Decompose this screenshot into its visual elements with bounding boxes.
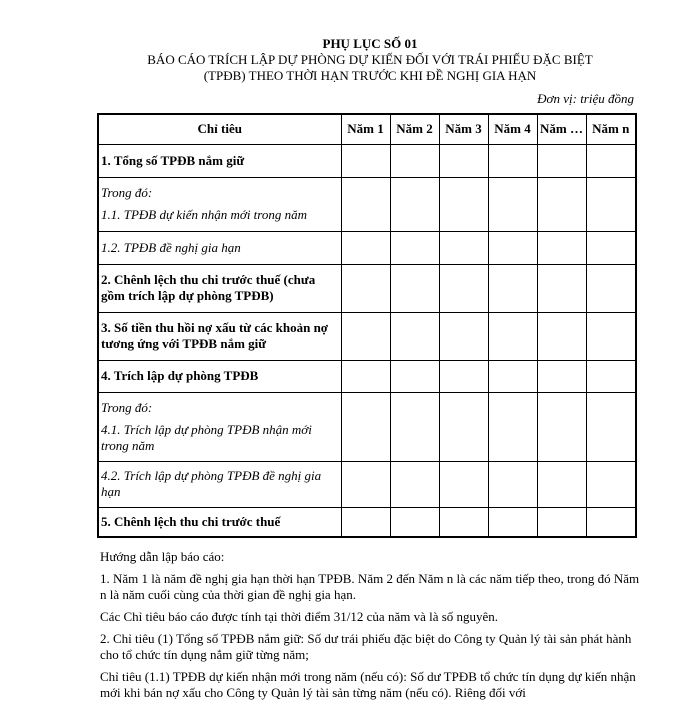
table-cell (341, 177, 390, 231)
col-header-year-n: Năm n (586, 114, 636, 144)
table-cell (439, 461, 488, 507)
row-label: 1. Tổng số TPĐB nắm giữ (98, 144, 341, 177)
table-cell (586, 461, 636, 507)
table-cell (390, 360, 439, 392)
table-cell (586, 392, 636, 461)
table-cell (488, 392, 537, 461)
table-cell (586, 231, 636, 264)
table-cell (341, 507, 390, 537)
table-cell (537, 177, 586, 231)
table-row (98, 177, 636, 231)
table-cell (341, 312, 390, 360)
row-label: 4.2. Trích lập dự phòng TPĐB đề nghị gia hạn (98, 461, 341, 507)
table-cell (341, 231, 390, 264)
table-cell (390, 507, 439, 537)
table-cell (390, 144, 439, 177)
table-cell (537, 392, 586, 461)
table-cell (586, 360, 636, 392)
table-cell (390, 177, 439, 231)
unit-label: Đơn vị: triệu đồng (537, 91, 634, 106)
table-row (98, 144, 636, 177)
table-cell (586, 177, 636, 231)
table-cell (586, 312, 636, 360)
table-cell (537, 360, 586, 392)
table-cell (439, 312, 488, 360)
col-header-year2: Năm 2 (390, 114, 439, 144)
table-cell (488, 360, 537, 392)
report-title-line2: (TPĐB) THEO THỜI HẠN TRƯỚC KHI ĐỀ NGHỊ GIA HẠN (203, 68, 537, 83)
table-cell (439, 231, 488, 264)
table-cell (586, 264, 636, 312)
row-label: 1.2. TPĐB đề nghị gia hạn (98, 231, 341, 264)
table-cell (439, 392, 488, 461)
col-header-year-etc: Năm … (537, 114, 586, 144)
table-cell (488, 461, 537, 507)
guide-paragraph: 1. Năm 1 là năm đề nghị gia hạn thời hạn TPĐB. Năm 2 đến Năm n là các năm tiếp theo, trong đó Năm n là năm cuối cùng của thời gian đề nghị gia hạn. (100, 571, 640, 602)
row-label: 2. Chênh lệch thu chi trước thuế (chưa gồm trích lập dự phòng TPĐB) (98, 264, 341, 312)
row-label-intro: Trong đó: (101, 185, 153, 200)
table-cell (439, 177, 488, 231)
table-cell (488, 144, 537, 177)
table-row (98, 461, 636, 507)
row-label: 4. Trích lập dự phòng TPĐB (98, 360, 341, 392)
table-row (98, 231, 636, 264)
table-cell (488, 312, 537, 360)
row-label (98, 392, 341, 461)
guide-paragraph: Chỉ tiêu (1.1) TPĐB dự kiến nhận mới trong năm (nếu có): Số dư TPĐB tổ chức tín dụng dự kiến nhận mới khi bán nợ xấu cho Công ty Quản lý tài sản từng năm (nếu có). Riêng đối với (100, 669, 636, 700)
table-row (98, 360, 636, 392)
table-cell (586, 144, 636, 177)
table-cell (537, 461, 586, 507)
table-cell (537, 231, 586, 264)
guide-paragraph: 2. Chỉ tiêu (1) Tổng số TPĐB nắm giữ: Số dư trái phiếu đặc biệt do Công ty Quản lý tài sản phát hành cho tổ chức tín dụng nắm giữ từng năm; (100, 631, 632, 662)
row-label: 5. Chênh lệch thu chi trước thuế (98, 507, 341, 537)
row-label: 3. Số tiền thu hồi nợ xấu từ các khoản nợ tương ứng với TPĐB nắm giữ (98, 312, 341, 360)
table-row (98, 312, 636, 360)
table-cell (537, 264, 586, 312)
table-row (98, 392, 636, 461)
table-cell (439, 264, 488, 312)
table-cell (390, 231, 439, 264)
report-guide (100, 549, 640, 707)
table-cell (341, 264, 390, 312)
col-header-year1: Năm 1 (341, 114, 390, 144)
table-cell (537, 312, 586, 360)
row-label-sub: 4.1. Trích lập dự phòng TPĐB nhận mới trong năm (101, 421, 312, 453)
report-table (97, 113, 637, 538)
row-label-intro: Trong đó: (101, 399, 153, 415)
table-cell (488, 177, 537, 231)
table-cell (390, 312, 439, 360)
table-cell (439, 144, 488, 177)
table-cell (390, 461, 439, 507)
table-header-row (98, 114, 636, 144)
col-header-year4: Năm 4 (488, 114, 537, 144)
table-cell (537, 144, 586, 177)
table-cell (439, 360, 488, 392)
guide-paragraph: Các Chỉ tiêu báo cáo được tính tại thời điểm 31/12 của năm và là số nguyên. (100, 609, 499, 624)
table-cell (537, 507, 586, 537)
row-label (98, 177, 341, 231)
row-label-sub: 1.1. TPĐB dự kiến nhận mới trong năm (101, 207, 308, 222)
col-header-criteria: Chỉ tiêu (98, 114, 341, 144)
table-row (98, 264, 636, 312)
table-cell (390, 264, 439, 312)
report-title-line1: BÁO CÁO TRÍCH LẬP DỰ PHÒNG DỰ KIẾN ĐỐI VỚI TRÁI PHIẾU ĐẶC BIỆT (147, 52, 593, 67)
table-cell (341, 461, 390, 507)
table-cell (488, 264, 537, 312)
table-cell (341, 144, 390, 177)
table-cell (390, 392, 439, 461)
table-cell (586, 507, 636, 537)
guide-heading: Hướng dẫn lập báo cáo: (100, 549, 225, 564)
table-row (98, 507, 636, 537)
table-cell (488, 507, 537, 537)
table-cell (439, 507, 488, 537)
table-cell (341, 392, 390, 461)
appendix-title: PHỤ LỤC SỐ 01 (322, 36, 418, 51)
col-header-year3: Năm 3 (439, 114, 488, 144)
table-cell (488, 231, 537, 264)
table-cell (341, 360, 390, 392)
